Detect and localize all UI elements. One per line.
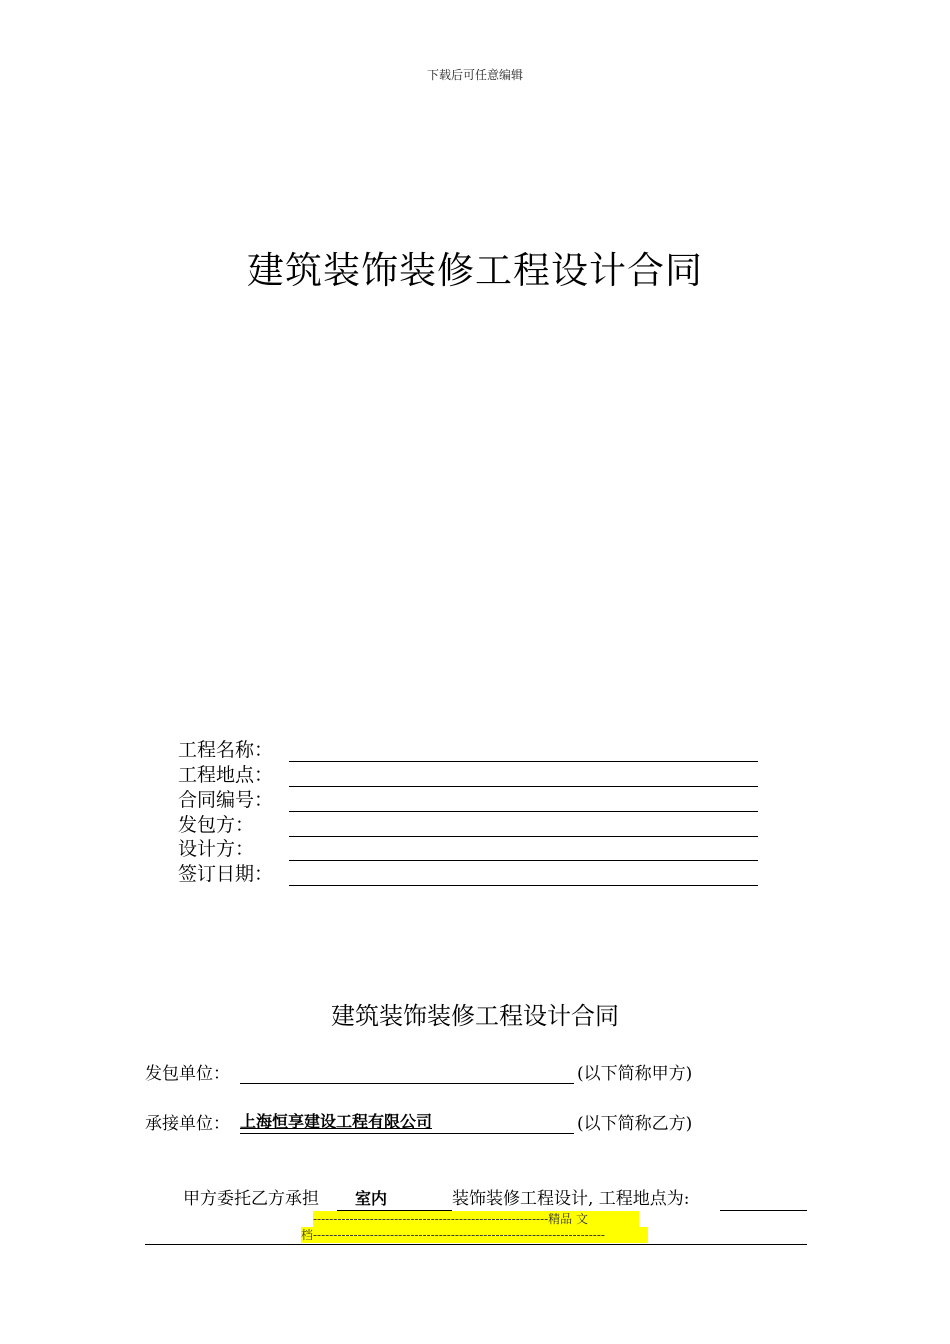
party-a-row xyxy=(145,1061,765,1087)
page-title: 建筑装饰装修工程设计合同 xyxy=(247,249,703,292)
cover-field-project-location xyxy=(178,763,758,788)
clause-middle: 装饰装修工程设计, 工程地点为: xyxy=(452,1189,690,1209)
cover-field-label: 签订日期： xyxy=(178,863,274,885)
clause-work xyxy=(337,1186,690,1210)
blank-line xyxy=(289,885,758,886)
cover-field-label: 工程名称： xyxy=(178,739,274,761)
cover-field-contract-number xyxy=(178,788,758,813)
party-b-suffix: (以下简称乙方) xyxy=(577,1114,693,1134)
party-b-row xyxy=(145,1111,765,1137)
cover-field-client xyxy=(178,813,758,838)
party-a-label: 发包单位： xyxy=(145,1064,230,1084)
party-b-label: 承接单位： xyxy=(145,1114,230,1134)
party-a-suffix: (以下简称甲方) xyxy=(577,1064,693,1084)
blank-line xyxy=(145,1244,807,1245)
party-a-value xyxy=(240,1061,574,1084)
cover-field-label: 合同编号： xyxy=(178,789,274,811)
blank-line xyxy=(720,1210,807,1211)
cover-field-label: 工程地点： xyxy=(178,764,274,786)
contract-subtitle: 建筑装饰装修工程设计合同 xyxy=(331,1002,619,1030)
blank-line xyxy=(289,811,758,812)
cover-field-label: 发包方： xyxy=(178,814,255,836)
blank-line xyxy=(289,786,758,787)
cover-field-label: 设计方： xyxy=(178,838,255,860)
work-type-value: 室内 xyxy=(355,1189,388,1208)
blank-line xyxy=(289,761,758,762)
blank-line xyxy=(289,860,758,861)
header-note: 下载后可任意编辑 xyxy=(426,68,523,82)
party-b-value: 上海恒享建设工程有限公司 xyxy=(240,1111,574,1134)
footer-banner-line1: ----------------------------------------------------------精品 文 xyxy=(313,1211,639,1227)
cover-field-designer xyxy=(178,837,758,862)
clause-lead: 甲方委托乙方承担 xyxy=(183,1189,319,1209)
cover-field-project-name xyxy=(178,738,758,763)
clause-paragraph xyxy=(145,1186,807,1212)
cover-field-sign-date xyxy=(178,862,758,887)
footer-banner-line2: 档------------------------------------------------------------------------ xyxy=(301,1227,648,1243)
